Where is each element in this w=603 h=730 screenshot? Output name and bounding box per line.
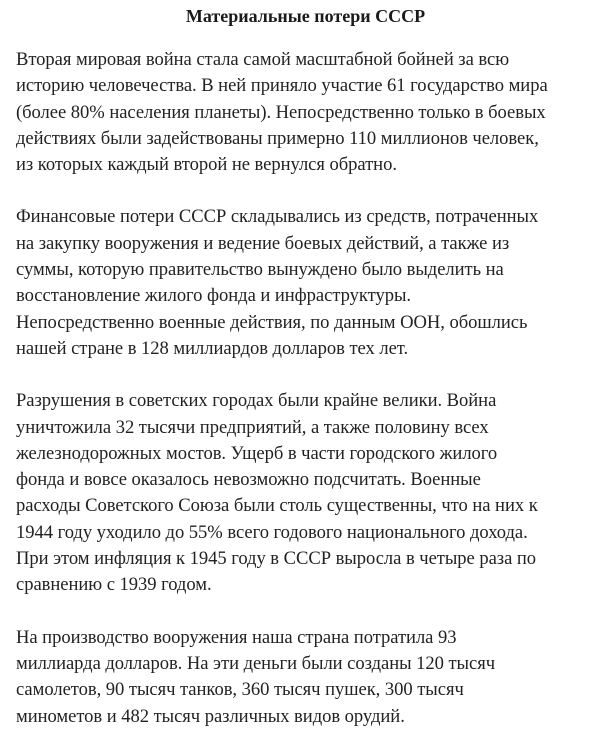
text-line: минометов и 482 тысяч различных видов орудий. xyxy=(16,705,405,727)
text-line: Непосредственно военные действия, по данным ООН, обошлись xyxy=(16,311,528,333)
text-line: суммы, которую правительство вынуждено было выделить на xyxy=(16,259,504,281)
paragraph-financial-losses xyxy=(16,204,595,362)
text-line: нашей стране в 128 миллиардов долларов тех лет. xyxy=(16,337,409,359)
text-line: миллиарда долларов. На эти деньги были созданы 120 тысяч xyxy=(16,652,495,674)
text-line: Разрушения в советских городах были крайне велики. Война xyxy=(16,390,497,412)
paragraph-world-war-scale xyxy=(16,47,595,178)
text-line: из которых каждый второй не вернулся обратно. xyxy=(16,154,397,176)
text-line: восстановление жилого фонда и инфраструктуры. xyxy=(16,285,411,307)
text-line: 1944 году уходило до 55% всего годового национального дохода. xyxy=(16,521,528,543)
text-line: сравнению с 1939 годом. xyxy=(16,574,212,596)
paragraph-armament-production xyxy=(16,625,595,730)
text-line: фонда и вовсе оказалось невозможно подсчитать. Военные xyxy=(16,469,481,491)
text-line: Вторая мировая война стала самой масштабной бойней за всю xyxy=(16,49,510,70)
text-line: (более 80% населения планеты). Непосредственно только в боевых xyxy=(16,101,546,123)
text-line: действиях были задействованы примерно 110 миллионов человек, xyxy=(16,127,539,149)
text-line: На производство вооружения наша страна потратила 93 xyxy=(16,626,457,648)
article-title: Материальные потери СССР xyxy=(185,6,426,26)
text-line: расходы Советского Союза были столь существенны, что на них к xyxy=(16,495,538,517)
text-line: историю человечества. В ней приняло участие 61 государство мира xyxy=(16,75,548,97)
text-line: железнодорожных мостов. Ущерб в части городского жилого xyxy=(16,442,498,464)
text-line: При этом инфляция к 1945 году в СССР выросла в четыре раза по xyxy=(16,548,537,570)
text-line: на закупку вооружения и ведение боевых действий, а также из xyxy=(16,232,510,254)
text-line: уничтожила 32 тысячи предприятий, а также половину всех xyxy=(16,416,489,438)
paragraph-destruction xyxy=(16,388,595,598)
text-line: самолетов, 90 тысяч танков, 360 тысяч пушек, 300 тысяч xyxy=(16,679,464,701)
text-line: Финансовые потери СССР складывались из средств, потраченных xyxy=(16,206,539,228)
